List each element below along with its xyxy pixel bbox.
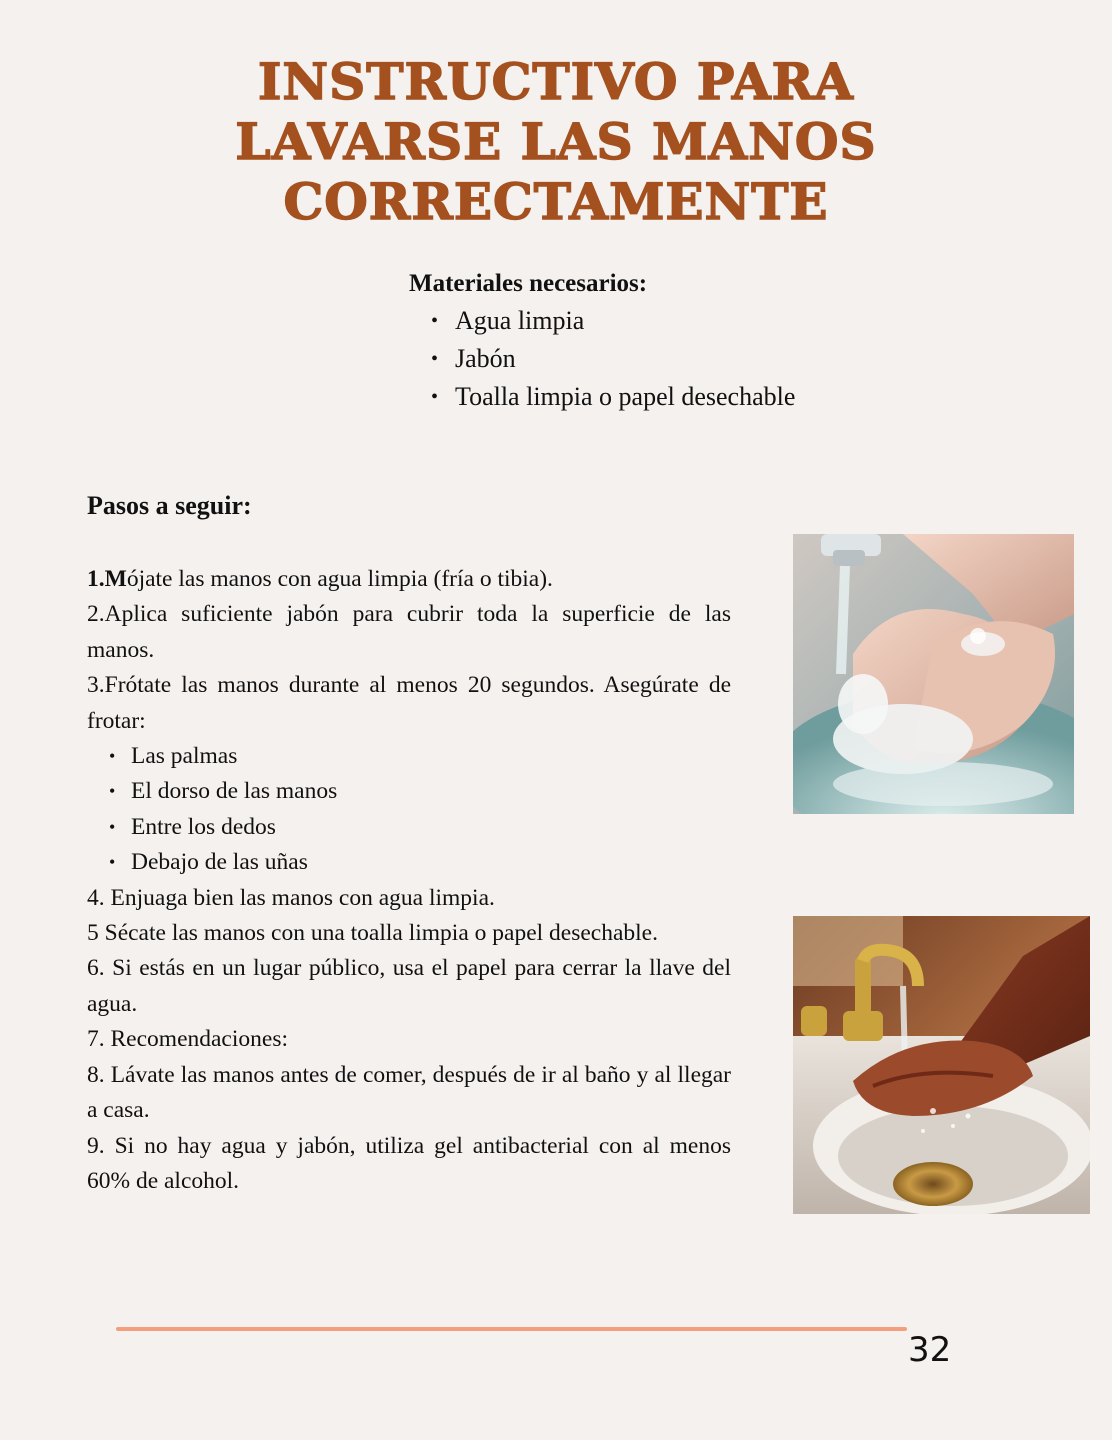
steps-heading: Pasos a seguir:: [87, 491, 252, 520]
step-7: 7. Recomendaciones:: [87, 1026, 288, 1053]
step-3-item-back: • El dorso de las manos: [109, 774, 731, 809]
step-3-item-nails: • Debajo de las uñas: [109, 845, 731, 880]
page-number: 32: [908, 1330, 952, 1370]
step-9: 9. Si no hay agua y jabón, utiliza gel antibacterial con al menos 60% de alcohol.: [87, 1132, 731, 1194]
step-3: 3.Frótate las manos durante al menos 20 segundos. Asegúrate de frotar:: [87, 672, 731, 734]
step-1-text: ójate las manos con agua limpia (fría o tibia).: [126, 566, 553, 592]
step-6: 6. Si estás en un lugar público, usa el papel para cerrar la llave del agua.: [87, 955, 731, 1017]
step-4: 4. Enjuaga bien las manos con agua limpia.: [87, 884, 495, 911]
materials-heading: Materiales necesarios:: [409, 270, 648, 297]
step-8: 8. Lávate las manos antes de comer, después de ir al baño y al llegar a casa.: [87, 1061, 731, 1124]
materials-item-towel: • Toalla limpia o papel desechable: [431, 378, 1009, 416]
step-5: 5 Sécate las manos con una toalla limpia o papel desechable.: [87, 920, 658, 947]
handwashing-foam-photo: [793, 534, 1074, 814]
materials-item-water: • Agua limpia: [431, 302, 1009, 340]
title-line-3: CORRECTAMENTE: [283, 172, 829, 231]
title-line-2: LAVARSE LAS MANOS: [235, 112, 877, 171]
title-line-1: INSTRUCTIVO PARA: [258, 52, 854, 111]
handwashing-faucet-photo: [793, 916, 1090, 1214]
step-1-prefix: 1.M: [87, 566, 127, 592]
materials-list: [431, 302, 1009, 416]
step-2: 2.Aplica suficiente jabón para cubrir toda la superficie de las manos.: [87, 601, 731, 663]
step-1: [87, 562, 731, 597]
materials-item-soap: • Jabón: [431, 340, 1009, 378]
page-title: [0, 52, 1112, 232]
footer-divider: [116, 1327, 907, 1331]
step-3-item-fingers: • Entre los dedos: [109, 810, 731, 845]
step-3-sublist: [109, 739, 731, 881]
materials-section: [409, 266, 1009, 416]
step-3-item-palms: • Las palmas: [109, 739, 731, 774]
steps-list: [87, 562, 731, 1199]
